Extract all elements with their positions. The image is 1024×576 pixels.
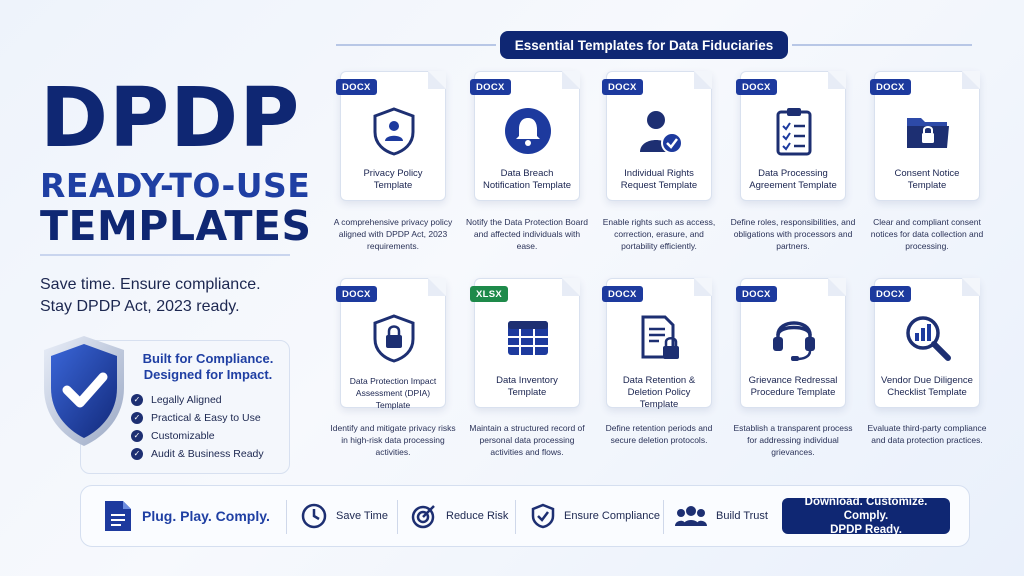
tagline-line-2: Stay DPDP Act, 2023 ready. [40, 298, 240, 315]
shield-check-small-icon [531, 503, 555, 529]
template-card-dpia[interactable] [340, 278, 446, 408]
card-description: Notify the Data Protection Board and affected individuals with ease. [466, 217, 588, 251]
benefit-save-time [301, 486, 388, 546]
file-type-badge: DOCX [602, 286, 643, 302]
hero-divider [40, 254, 290, 256]
document-icon [103, 499, 133, 533]
download-cta-button[interactable] [782, 498, 950, 534]
benefit-label: Build Trust [716, 510, 768, 522]
card-description: Establish a transparent process for addressing individual grievances. [733, 423, 853, 457]
clipboard-checklist-icon [769, 106, 819, 156]
card-description: A comprehensive privacy policy aligned with DPDP Act, 2023 requirements. [333, 217, 453, 251]
cta-line-1: Download. Customize. Comply. [804, 496, 928, 522]
benefit-label: Ensure Compliance [564, 510, 660, 522]
check-icon: ✓ [131, 430, 143, 442]
feature-label: Practical & Easy to Use [151, 412, 261, 424]
check-icon: ✓ [131, 394, 143, 406]
template-card-data-processing[interactable] [740, 71, 846, 201]
benefit-ensure-compliance [531, 486, 660, 546]
list-item [131, 409, 289, 427]
list-item [131, 427, 289, 445]
section-title: Essential Templates for Data Fiduciaries [500, 31, 788, 59]
built-title-line-1: Built for Compliance. [142, 351, 274, 366]
card-title: Individual Rights Request Template [620, 168, 698, 191]
shield-user-icon [369, 106, 419, 156]
headset-icon [769, 313, 819, 363]
benefit-build-trust [675, 486, 768, 546]
card-description: Clear and compliant consent notices for data collection and processing. [870, 217, 984, 251]
template-card-data-breach[interactable] [474, 71, 580, 201]
divider [397, 500, 398, 534]
feature-label: Audit & Business Ready [151, 448, 264, 460]
list-item [131, 391, 289, 409]
hero-subtitle: READY-TO-USE [40, 166, 311, 205]
template-card-data-retention[interactable] [606, 278, 712, 408]
card-title: Data Retention & Deletion Policy Template [622, 375, 696, 410]
file-type-badge: DOCX [336, 286, 377, 302]
plug-label: Plug. Play. Comply. [142, 508, 270, 524]
card-description: Enable rights such as access, correction, erasure, and portability efficiently. [602, 217, 716, 251]
card-description: Maintain a structured record of personal data processing activities and flows. [469, 423, 585, 457]
template-card-vendor-due-diligence[interactable] [874, 278, 980, 408]
template-card-privacy-policy[interactable] [340, 71, 446, 201]
template-card-data-inventory[interactable] [474, 278, 580, 408]
card-title: Consent Notice Template [894, 168, 960, 191]
file-type-badge: DOCX [470, 79, 511, 95]
card-title: Privacy Policy Template [363, 168, 423, 191]
card-description: Evaluate third-party compliance and data protection practices. [867, 423, 987, 445]
divider [515, 500, 516, 534]
cta-line-2: DPDP Ready. [830, 524, 902, 536]
list-item [131, 445, 289, 463]
target-icon [411, 503, 437, 529]
template-card-consent-notice[interactable] [874, 71, 980, 201]
people-icon [675, 504, 707, 528]
benefit-label: Save Time [336, 510, 388, 522]
plug-play-comply [103, 486, 270, 546]
divider [663, 500, 664, 534]
shield-lock-icon [369, 313, 419, 363]
card-title: Vendor Due Diligence Checklist Template [881, 375, 973, 398]
file-type-badge: DOCX [736, 79, 777, 95]
card-title: Data Breach Notification Template [482, 168, 571, 191]
clock-icon [301, 503, 327, 529]
check-icon: ✓ [131, 412, 143, 424]
feature-label: Customizable [151, 430, 215, 442]
user-check-icon [635, 106, 685, 156]
benefit-reduce-risk [411, 486, 508, 546]
file-type-badge: DOCX [736, 286, 777, 302]
card-description: Define roles, responsibilities, and obligations with processors and partners. [730, 217, 856, 251]
document-lock-icon [635, 313, 685, 363]
shield-check-icon [36, 332, 132, 450]
card-title: Grievance Redressal Procedure Template [748, 375, 838, 398]
built-title-line-2: Designed for Impact. [143, 367, 273, 382]
built-title [127, 351, 289, 383]
bottom-benefits-bar [80, 485, 970, 547]
divider [286, 500, 287, 534]
template-card-grievance[interactable] [740, 278, 846, 408]
benefit-label: Reduce Risk [446, 510, 509, 522]
check-icon: ✓ [131, 448, 143, 460]
card-title: Data Protection Impact Assessment (DPIA) Template [349, 376, 437, 410]
hero-title: DPDP [40, 71, 301, 166]
built-feature-list [131, 391, 289, 463]
hero-tagline [40, 274, 300, 318]
feature-label: Legally Aligned [151, 394, 222, 406]
file-type-badge: DOCX [602, 79, 643, 95]
tagline-line-1: Save time. Ensure compliance. [40, 276, 261, 293]
magnifier-chart-icon [903, 313, 953, 363]
file-type-badge: XLSX [470, 286, 508, 302]
bell-icon [503, 106, 553, 156]
file-type-badge: DOCX [870, 286, 911, 302]
spreadsheet-icon [503, 313, 553, 363]
folder-lock-icon [903, 106, 953, 156]
file-type-badge: DOCX [336, 79, 377, 95]
file-type-badge: DOCX [870, 79, 911, 95]
header-line-left [336, 44, 496, 46]
card-description: Define retention periods and secure deletion protocols. [605, 423, 713, 445]
template-card-individual-rights[interactable] [606, 71, 712, 201]
card-title: Data Inventory Template [496, 375, 558, 398]
header-line-right [792, 44, 972, 46]
card-title: Data Processing Agreement Template [749, 168, 837, 191]
card-description: Identify and mitigate privacy risks in high-risk data processing activities. [330, 423, 456, 457]
hero-subtitle-templates: TEMPLATES [40, 202, 312, 250]
